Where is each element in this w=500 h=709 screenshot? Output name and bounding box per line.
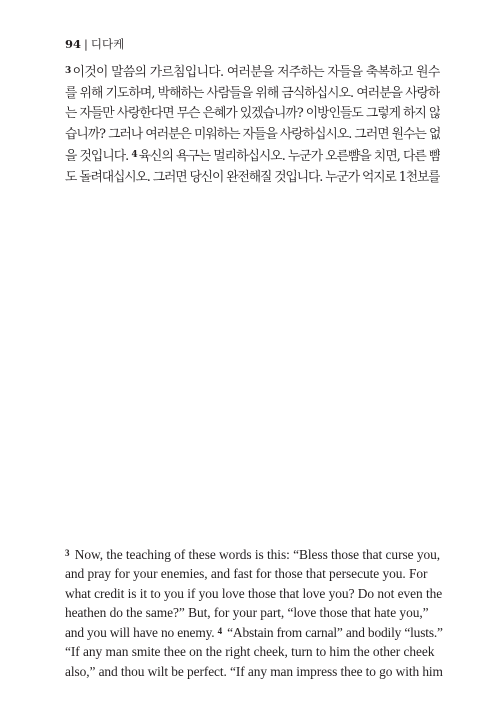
english-line: and pray for your enemies, and fast for those that persecute you. For [65, 566, 428, 582]
verse-number: 4 [217, 626, 222, 637]
korean-line: 는 자들만 사랑한다면 무슨 은혜가 있겠습니까? 이방인들도 그렇게 하지 않 [65, 106, 440, 121]
korean-line: 습니까? 그러나 여러분은 미워하는 자들을 사랑하십시오. 그러면 원수는 없 [65, 126, 440, 142]
english-line: “If any man smite thee on the right cheek, turn to him the other cheek [65, 644, 435, 660]
verse-number: 3 [65, 66, 71, 76]
verse-number: 4 [131, 150, 137, 160]
book-title: 디다케 [90, 37, 125, 51]
korean-line: 를 위해 기도하며, 박해하는 사람들을 위해 금식하십시오. 여러분을 사랑하 [65, 85, 440, 101]
english-line: $^3$ Now, the teaching of these words is this: “Bless those that curse you, [65, 547, 441, 562]
page-number: 94 [65, 37, 82, 51]
korean-line: 을 것입니다. $^4$ 육신의 욕구는 멀리하십시오. 누군가 오른뺨을 치면, 다른 뺨 [65, 149, 440, 164]
english-line: heathen do the same?” But, for your part, “love those that hate you,” [65, 604, 429, 620]
english-footnote [65, 544, 443, 681]
english-line: also,” and thou wilt be perfect. “If any man impress thee to go with him [65, 663, 443, 679]
english-line: and you will have no enemy. $^4$ “Abstain from carnal” and bodily “lusts.” [65, 625, 443, 641]
verse-number: 3 [65, 548, 70, 558]
running-head-separator: | [84, 37, 88, 51]
korean-translation [65, 61, 440, 188]
running-head [65, 37, 124, 51]
english-line: what credit is it to you if you love those that love you? Do not even the [65, 585, 443, 601]
korean-line: 도 돌려대십시오. 그러면 당신이 완전해질 것입니다. 누군가 억지로 1천보를 [65, 169, 440, 185]
korean-line: $^3$ 이것이 말씀의 가르침입니다. 여러분을 저주하는 자들을 축복하고 원수 [65, 65, 440, 80]
